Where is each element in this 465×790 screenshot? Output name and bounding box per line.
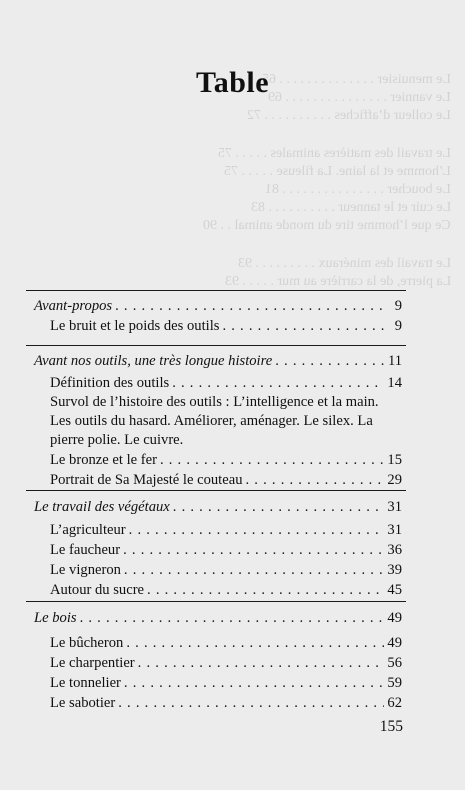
entry-label: Le vigneron	[50, 562, 121, 578]
show-through-text: Ce que l’homme tire du monde animal . . 90	[203, 218, 451, 233]
section-divider	[26, 290, 406, 291]
show-through-text: La pierre, de la carrière au mur . . . . . 93	[224, 274, 451, 289]
toc-section-heading[interactable]	[34, 296, 402, 316]
toc-entry[interactable]	[34, 653, 402, 673]
entry-label: Le bronze et le fer	[50, 452, 157, 468]
page-number: 45	[387, 582, 402, 598]
leader-dots	[123, 540, 384, 560]
entry-label: Le charpentier	[50, 655, 135, 671]
entry-label: L’agriculteur	[50, 522, 126, 538]
show-through-text: L’homme et la laine. La fileuse . . . . . 75	[224, 164, 451, 179]
show-through-text: Le vannier . . . . . . . . . . . . . . . 69	[268, 90, 451, 105]
page-number: 9	[394, 298, 402, 314]
entry-label: Définition des outils	[50, 375, 170, 391]
section-title: Avant-propos	[34, 298, 113, 314]
section-title: Le bois	[34, 610, 77, 626]
leader-dots	[124, 673, 384, 693]
entry-label: Le bruit et le poids des outils	[50, 318, 220, 334]
page-number: 11	[387, 353, 402, 369]
toc-entry[interactable]	[34, 470, 402, 490]
toc-section-vegetaux	[34, 497, 402, 600]
show-through-text: Le boucher . . . . . . . . . . . . . . . 81	[265, 182, 451, 197]
show-through-text: Le travail des matières animales . . . . . 75	[218, 146, 451, 161]
toc-entry[interactable]	[34, 673, 402, 693]
entry-label: Le faucheur	[50, 542, 121, 558]
toc-section-bois	[34, 608, 402, 713]
page-number: 15	[387, 452, 402, 468]
page-number: 14	[387, 375, 402, 391]
toc-entry[interactable]	[34, 540, 402, 560]
toc-entry[interactable]	[34, 580, 402, 600]
entry-label: Le sabotier	[50, 695, 116, 711]
leader-dots	[160, 450, 384, 470]
toc-section-heading[interactable]	[34, 497, 402, 517]
show-through-text: Le travail des minéraux . . . . . . . . . 93	[237, 256, 451, 271]
toc-section-avant-nos-outils	[34, 351, 402, 490]
leader-dots	[115, 296, 385, 316]
toc-entry[interactable]	[34, 520, 402, 540]
entry-label: Le bûcheron	[50, 635, 124, 651]
leader-dots	[173, 497, 385, 517]
leader-dots	[246, 470, 385, 490]
leader-dots	[118, 693, 384, 713]
page-number: 49	[387, 610, 402, 626]
toc-entry[interactable]	[34, 373, 402, 393]
page-number: 59	[387, 675, 402, 691]
page-number: 39	[387, 562, 402, 578]
page-number: 31	[387, 522, 402, 538]
section-divider	[26, 345, 406, 346]
toc-entry[interactable]	[34, 450, 402, 470]
show-through-text: Le colleur d’affiches . . . . . . . . . . 72	[247, 108, 451, 123]
leader-dots	[126, 633, 384, 653]
leader-dots	[172, 373, 384, 393]
entry-description: Survol de l’histoire des outils : L’intelligence et la main. Les outils du hasard. Améliorer, aménager. Le silex. La pierre polie. Le cuivre.	[50, 394, 379, 448]
leader-dots	[222, 316, 385, 336]
entry-label: Autour du sucre	[50, 582, 145, 598]
section-title: Avant nos outils, une très longue histoire	[34, 353, 273, 369]
page-title: Table	[195, 66, 270, 99]
section-divider	[26, 490, 406, 491]
section-divider	[26, 601, 406, 602]
page-number: 56	[387, 655, 402, 671]
leader-dots	[80, 608, 385, 628]
entry-label: Le tonnelier	[50, 675, 121, 691]
toc-section-avant-propos	[34, 296, 402, 336]
leader-dots	[138, 653, 385, 673]
leader-dots	[147, 580, 384, 600]
page-number: 62	[387, 695, 402, 711]
show-through-text: Le menuisier . . . . . . . . . . . . . . 65	[262, 72, 451, 87]
page-folio-number: 155	[379, 718, 403, 735]
toc-entry[interactable]	[34, 633, 402, 653]
show-through-text: Le cuir et le tanneur . . . . . . . . . . 83	[250, 200, 451, 215]
page-number: 36	[387, 542, 402, 558]
leader-dots	[129, 520, 385, 540]
toc-entry[interactable]	[34, 693, 402, 713]
entry-label: Portrait de Sa Majesté le couteau	[50, 472, 243, 488]
leader-dots	[124, 560, 384, 580]
toc-section-heading[interactable]	[34, 608, 402, 628]
page-number: 9	[394, 318, 402, 334]
toc-section-heading[interactable]	[34, 351, 402, 371]
toc-entry[interactable]	[34, 316, 402, 336]
page-number: 49	[387, 635, 402, 651]
page-number: 31	[387, 499, 402, 515]
section-title: Le travail des végétaux	[34, 499, 170, 515]
page-number: 29	[387, 472, 402, 488]
leader-dots	[275, 351, 385, 371]
toc-entry[interactable]	[34, 560, 402, 580]
